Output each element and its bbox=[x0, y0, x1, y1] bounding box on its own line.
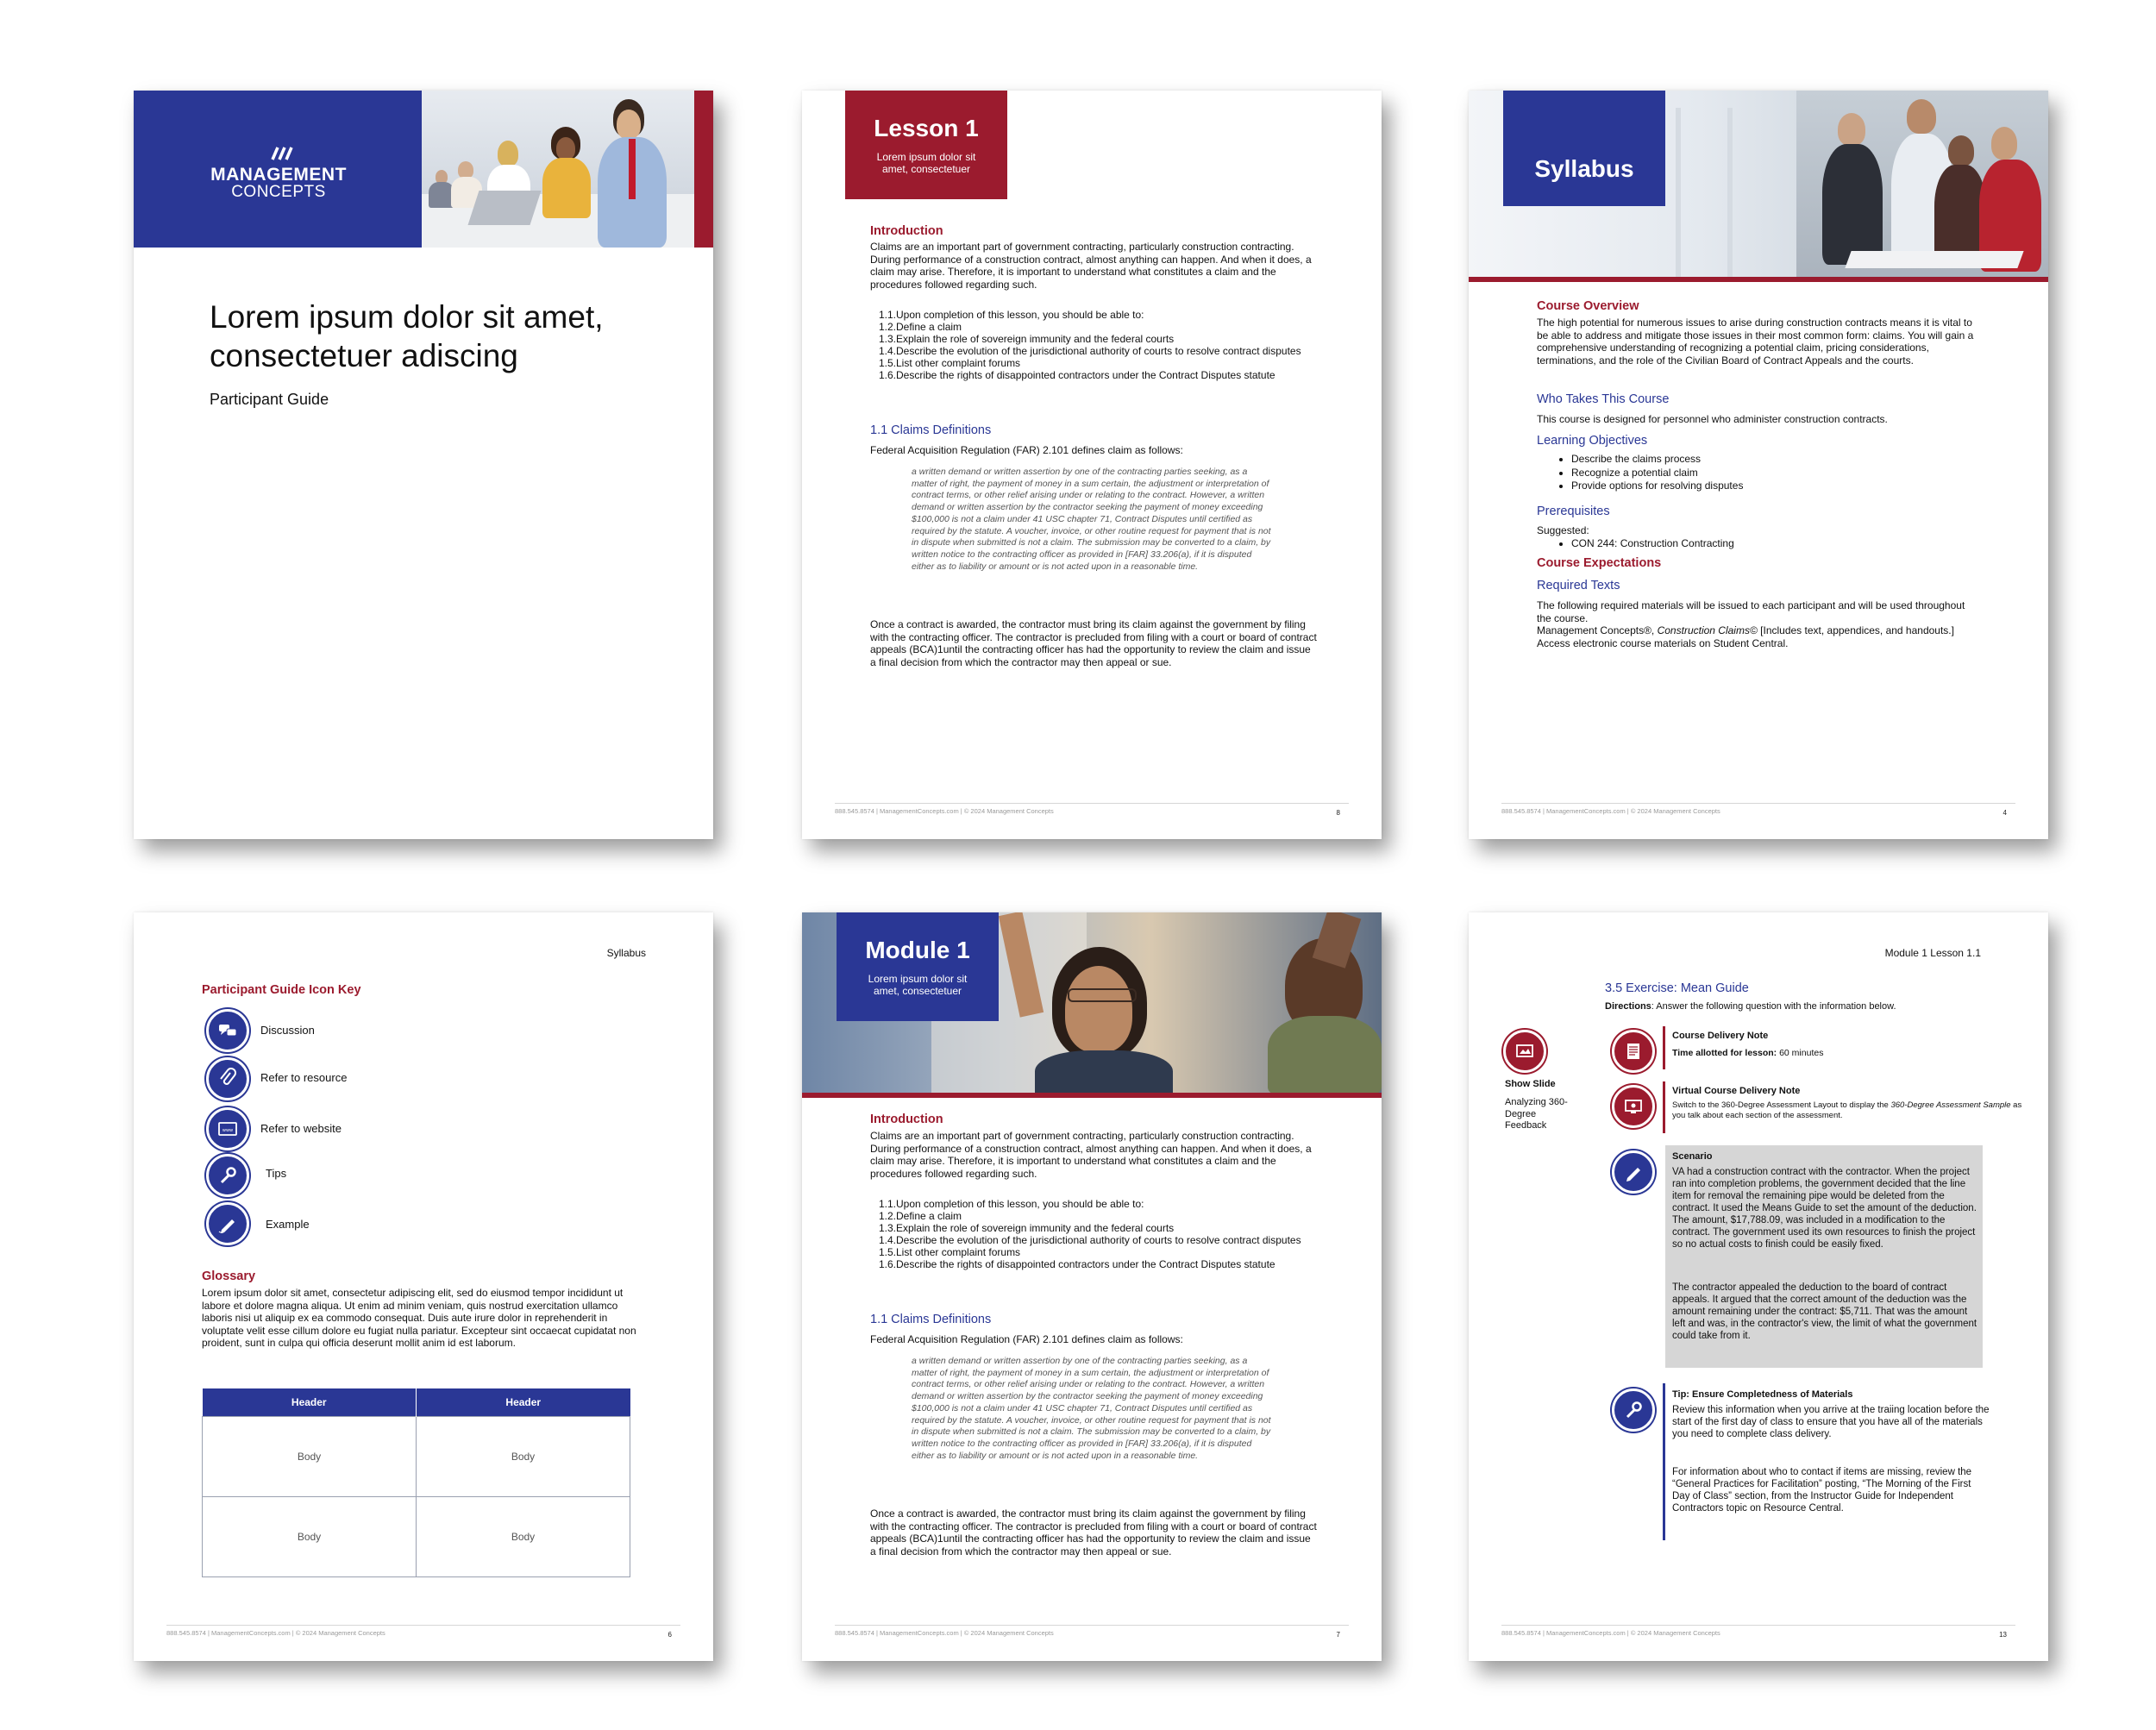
objective-number: 1.5. bbox=[879, 357, 897, 369]
objective-text: Describe the rights of disappointed contractors under the Contract Disputes statute bbox=[896, 1258, 1275, 1270]
show-slide-icon bbox=[1503, 1030, 1546, 1073]
learning-objectives-heading: Learning Objectives bbox=[1537, 434, 1648, 448]
objective-text: Describe the evolution of the jurisdictional authority of courts to resolve contract disputes bbox=[896, 1234, 1301, 1246]
objective-item bbox=[870, 345, 1301, 357]
list-item: • Describe the claims process bbox=[1571, 453, 1743, 467]
logo-mark-icon bbox=[270, 146, 296, 161]
objective-item bbox=[870, 1222, 1301, 1234]
icon-label-discussion: Discussion bbox=[260, 1024, 315, 1037]
tip-bar bbox=[1663, 1383, 1665, 1540]
prereq-list bbox=[1537, 537, 1734, 550]
prereq-heading: Prerequisites bbox=[1537, 505, 1610, 518]
objective-item bbox=[870, 333, 1301, 345]
show-slide-text: Analyzing 360-Degree Feedback bbox=[1505, 1097, 1568, 1131]
directions: Directions: Answer the following question with the information below. bbox=[1605, 1001, 1896, 1012]
glossary-table bbox=[202, 1388, 630, 1577]
table-row bbox=[203, 1417, 630, 1497]
show-slide-label: Show Slide bbox=[1505, 1079, 1556, 1089]
syllabus-banner bbox=[1503, 91, 1665, 206]
page-footer: 888.545.8574 | ManagementConcepts.com | © 2024 Management Concepts 4 bbox=[1501, 803, 2015, 815]
page-footer: 888.545.8574 | ManagementConcepts.com | © 2024 Management Concepts 8 bbox=[835, 803, 1349, 815]
icon-label-resource: Refer to resource bbox=[260, 1071, 348, 1084]
module-banner bbox=[837, 912, 999, 1021]
objective-number: 1.3. bbox=[879, 1222, 897, 1234]
lesson-banner-subtitle: Lorem ipsum dolor sit amet, consectetuer bbox=[876, 151, 976, 175]
paperclip-icon bbox=[206, 1057, 249, 1100]
scenario-title: Scenario bbox=[1672, 1151, 1713, 1162]
logo-text-1: MANAGEMENT bbox=[210, 165, 347, 185]
page-number: 8 bbox=[1336, 809, 1340, 817]
objective-number: 1.1. bbox=[879, 1198, 897, 1210]
page-number: 7 bbox=[1336, 1631, 1340, 1639]
delivery-note-bar bbox=[1663, 1026, 1665, 1069]
prereq-label: Suggested: bbox=[1537, 524, 1589, 536]
scenario-p1: VA had a construction contract with the contractor. When the project ran into completion problems, the government decided that the line item for removal the remaining pipe would be deleted from the contract. It used the Means Guide to set the amount of the deduction. The amount, $17,788.09, was included in a modification to the contract. The government used its own resources to finish the project so no actual costs to finish could be easily fixed. bbox=[1672, 1167, 1977, 1250]
learning-objectives-list bbox=[1537, 453, 1743, 493]
list-item: • Provide options for resolving disputes bbox=[1571, 480, 1743, 493]
table-header: Header bbox=[417, 1388, 630, 1417]
delivery-note-icon bbox=[1612, 1030, 1655, 1073]
discussion-icon bbox=[206, 1009, 249, 1052]
claims-heading: 1.1 Claims Definitions bbox=[870, 423, 992, 437]
page-number: 6 bbox=[667, 1631, 672, 1639]
virtual-note-icon bbox=[1612, 1085, 1655, 1128]
icon-key-page bbox=[134, 912, 713, 1661]
pen-icon bbox=[206, 1202, 249, 1245]
exercise-page bbox=[1469, 912, 2048, 1661]
glossary-heading: Glossary bbox=[202, 1269, 256, 1283]
course-expectations-heading: Course Expectations bbox=[1537, 556, 1662, 570]
lesson-banner-title: Lesson 1 bbox=[874, 115, 979, 141]
page-footer: 888.545.8574 | ManagementConcepts.com | © 2024 Management Concepts 13 bbox=[1501, 1625, 2015, 1637]
page-footer: 888.545.8574 | ManagementConcepts.com | © 2024 Management Concepts 6 bbox=[166, 1625, 680, 1637]
website-icon bbox=[206, 1107, 249, 1150]
objective-number: 1.4. bbox=[879, 1234, 897, 1246]
objective-text: Upon completion of this lesson, you should be able to: bbox=[896, 1198, 1144, 1210]
scenario-p2: The contractor appealed the deduction to the board of contract appeals. It argued that the correct amount of the deduction was the amount remaining under the contract: $5,711. That was the amount left and was, in the contractor's view, the limit of what the government could take from it. bbox=[1672, 1282, 1977, 1341]
syllabus-page bbox=[1469, 91, 2048, 839]
objective-item bbox=[870, 369, 1301, 381]
objective-item bbox=[870, 1234, 1301, 1246]
tip-p1: Review this information when you arrive at the traiing location before the start of the first day of class to ensure that you have all of the materials you need to complete class delivery. bbox=[1672, 1405, 1990, 1439]
objective-text: Describe the rights of disappointed contractors under the Contract Disputes statute bbox=[896, 369, 1275, 381]
course-overview-text: The high potential for numerous issues to arise during construction contracts means it is vital to be able to address and mitigate those issues in their most common form: claims. You will gain a comprehensive understanding of recognizing a potential claim, pricing considerations, terminations, and the role of the Civilian Board of Contract Appeals and the courts. bbox=[1537, 317, 1974, 367]
wrench-icon bbox=[206, 1154, 249, 1197]
logo-text-2: CONCEPTS bbox=[231, 183, 326, 201]
page-number: 4 bbox=[2002, 809, 2007, 817]
who-heading: Who Takes This Course bbox=[1537, 392, 1670, 406]
running-head: Module 1 Lesson 1.1 bbox=[1884, 947, 1981, 959]
module-banner-title: Module 1 bbox=[865, 937, 970, 963]
pen-icon bbox=[1612, 1150, 1655, 1194]
objective-item bbox=[870, 1198, 1301, 1210]
far-quote: a written demand or written assertion by one of the contracting parties seeking, as a matter of right, the payment of money in a sum certain, the adjustment or interpretation of contract terms, or other relief arising under or relating to the contract. However, a written demand or written assertion by the contractor seeking the payment of money exceeding $100,000 is not a claim under 41 USC chapter 71, Contract Disputes until certified as required by the statute. A voucher, invoice, or other routine request for payment that is not in dispute when submitted is not a claim. The submission may be converted to a claim, by written notice to the contracting officer as provided in [FAR] 33.206(a), if it is disputed either as to liability or amount or is not acted upon in a reasonable time. bbox=[912, 467, 1271, 572]
icon-label-tips: Tips bbox=[266, 1167, 287, 1180]
required-texts-heading: Required Texts bbox=[1537, 579, 1620, 592]
required-texts: The following required materials will be issued to each participant and will be used throughout the course. Management Concepts®, Construction Claims© [Includes text, appendices, and handouts.] Access electronic course materials on Student Central. bbox=[1537, 599, 1965, 649]
running-head: Syllabus bbox=[606, 947, 646, 959]
objective-number: 1.2. bbox=[879, 1210, 897, 1222]
module-page bbox=[802, 912, 1382, 1661]
cover-title: Lorem ipsum dolor sit amet, consectetuer adiscing bbox=[210, 299, 604, 373]
objective-text: Explain the role of sovereign immunity and the federal courts bbox=[896, 333, 1175, 345]
syllabus-banner-title: Syllabus bbox=[1534, 155, 1634, 182]
page-number: 13 bbox=[1999, 1631, 2007, 1639]
intro-heading: Introduction bbox=[870, 224, 943, 238]
course-overview-heading: Course Overview bbox=[1537, 299, 1639, 313]
objectives-list bbox=[870, 309, 1301, 381]
objective-text: Upon completion of this lesson, you should be able to: bbox=[896, 309, 1144, 321]
syllabus-rule bbox=[1469, 277, 2048, 282]
cover-subtitle: Participant Guide bbox=[210, 391, 329, 408]
virtual-note-text: Switch to the 360-Degree Assessment Layout to display the 360-Degree Assessment Sample as you talk about each section of the assessment. bbox=[1672, 1100, 2022, 1120]
icon-key-heading: Participant Guide Icon Key bbox=[202, 983, 361, 997]
objective-item bbox=[870, 1246, 1301, 1258]
module-banner-subtitle: Lorem ipsum dolor sit amet, consectetuer bbox=[868, 973, 968, 997]
delivery-note-title: Course Delivery Note bbox=[1672, 1031, 1769, 1041]
closing-text: Once a contract is awarded, the contractor must bring its claim against the government by filing with the contracting officer. The contractor is precluded from filing with a court or board of contract appeals (BCA)1until the contracting officer has had the opportunity to review the claim and issue a final decision from which the contractor may then appeal or sue. bbox=[870, 618, 1317, 668]
wrench-icon bbox=[1612, 1388, 1655, 1432]
objective-number: 1.2. bbox=[879, 321, 897, 333]
cover-accent-bar bbox=[694, 91, 713, 248]
table-header: Header bbox=[203, 1388, 417, 1417]
objective-item bbox=[870, 321, 1301, 333]
delivery-note-text: Time allotted for lesson: 60 minutes bbox=[1672, 1048, 1824, 1058]
objective-item bbox=[870, 357, 1301, 369]
virtual-note-bar bbox=[1663, 1081, 1665, 1133]
svg-text:www: www bbox=[222, 1128, 234, 1133]
table-cell: Body bbox=[417, 1497, 630, 1577]
exercise-heading: 3.5 Exercise: Mean Guide bbox=[1605, 981, 1749, 995]
cover-photo bbox=[422, 91, 694, 248]
far-text: Federal Acquisition Regulation (FAR) 2.101 defines claim as follows: bbox=[870, 1333, 1183, 1345]
lesson-banner bbox=[845, 91, 1007, 199]
objective-text: Define a claim bbox=[896, 321, 962, 333]
objective-text: Define a claim bbox=[896, 1210, 962, 1222]
far-quote: a written demand or written assertion by one of the contracting parties seeking, as a matter of right, the payment of money in a sum certain, the adjustment or interpretation of contract terms, or other relief arising under or relating to the contract. However, a written demand or written assertion by the contractor seeking the payment of money exceeding $100,000 is not a claim under 41 USC chapter 71, Contract Disputes until certified as required by the statute. A voucher, invoice, or other routine request for payment that is not in dispute when submitted is not a claim. The submission may be converted to a claim, by written notice to the contracting officer as provided in [FAR] 33.206(a), if it is disputed either as to liability or amount or is not acted upon in a reasonable time. bbox=[912, 1356, 1271, 1461]
table-header-row bbox=[203, 1388, 630, 1417]
table-cell: Body bbox=[203, 1417, 417, 1497]
far-text: Federal Acquisition Regulation (FAR) 2.101 defines claim as follows: bbox=[870, 444, 1183, 456]
icon-label-website: Refer to website bbox=[260, 1122, 342, 1135]
objective-number: 1.6. bbox=[879, 1258, 897, 1270]
icon-label-example: Example bbox=[266, 1218, 310, 1231]
closing-text: Once a contract is awarded, the contractor must bring its claim against the government by filing with the contracting officer. The contractor is precluded from filing with a court or board of contract appeals (BCA)1until the contracting officer has had the opportunity to review the claim and issue a final decision from which the contractor may then appeal or sue. bbox=[870, 1507, 1317, 1558]
tip-title: Tip: Ensure Completedness of Materials bbox=[1672, 1389, 1853, 1400]
objective-text: List other complaint forums bbox=[896, 1246, 1021, 1258]
claims-heading: 1.1 Claims Definitions bbox=[870, 1313, 992, 1326]
table-row bbox=[203, 1497, 630, 1577]
objective-number: 1.3. bbox=[879, 333, 897, 345]
tip-p2: For information about who to contact if items are missing, review the “General Practices for Facilitation” posting, “The Morning of the First Day of Class” section, from the Instructor Guide for Independent Contractors topic on Resource Central. bbox=[1672, 1467, 1972, 1514]
intro-text: Claims are an important part of government contracting, particularly construction contracting. During performance of a construction contract, almost anything can happen. And when it does, a claim may arise. Therefore, it is important to understand what constitutes a claim and the procedures followed regarding such. bbox=[870, 1130, 1312, 1180]
table-cell: Body bbox=[203, 1497, 417, 1577]
objective-text: List other complaint forums bbox=[896, 357, 1021, 369]
objective-number: 1.4. bbox=[879, 345, 897, 357]
cover-page bbox=[134, 91, 713, 839]
list-item: • CON 244: Construction Contracting bbox=[1571, 537, 1734, 550]
objective-item bbox=[870, 1210, 1301, 1222]
objective-number: 1.5. bbox=[879, 1246, 897, 1258]
intro-text: Claims are an important part of government contracting, particularly construction contracting. During performance of a construction contract, almost anything can happen. And when it does, a claim may arise. Therefore, it is important to understand what constitutes a claim and the procedures followed regarding such. bbox=[870, 241, 1312, 291]
table-cell: Body bbox=[417, 1417, 630, 1497]
objective-item bbox=[870, 1258, 1301, 1270]
module-rule bbox=[802, 1093, 1382, 1098]
who-text: This course is designed for personnel who administer construction contracts. bbox=[1537, 413, 1888, 425]
objectives-list bbox=[870, 1198, 1301, 1270]
objective-number: 1.6. bbox=[879, 369, 897, 381]
lesson-page bbox=[802, 91, 1382, 839]
virtual-note-title: Virtual Course Delivery Note bbox=[1672, 1086, 1801, 1096]
glossary-text: Lorem ipsum dolor sit amet, consectetur adipiscing elit, sed do eiusmod tempor incididunt ut labore et dolore magna aliqua. Ut enim ad minim veniam, quis nostrud exercitation ullamco laboris nisi ut aliquip ex ea commodo consequat. Duis aute irure dolor in reprehenderit in voluptate velit esse cillum dolore eu fugiat nulla pariatur. Excepteur sint occaecat cupidatat non proident, sunt in culpa qui officia deserunt mollit anim id est laborum. bbox=[202, 1287, 636, 1349]
objective-number: 1.1. bbox=[879, 309, 897, 321]
objective-text: Explain the role of sovereign immunity and the federal courts bbox=[896, 1222, 1175, 1234]
objective-item bbox=[870, 309, 1301, 321]
objective-text: Describe the evolution of the jurisdictional authority of courts to resolve contract disputes bbox=[896, 345, 1301, 357]
intro-heading: Introduction bbox=[870, 1113, 943, 1126]
list-item: • Recognize a potential claim bbox=[1571, 467, 1743, 480]
page-footer: 888.545.8574 | ManagementConcepts.com | © 2024 Management Concepts 7 bbox=[835, 1625, 1349, 1637]
